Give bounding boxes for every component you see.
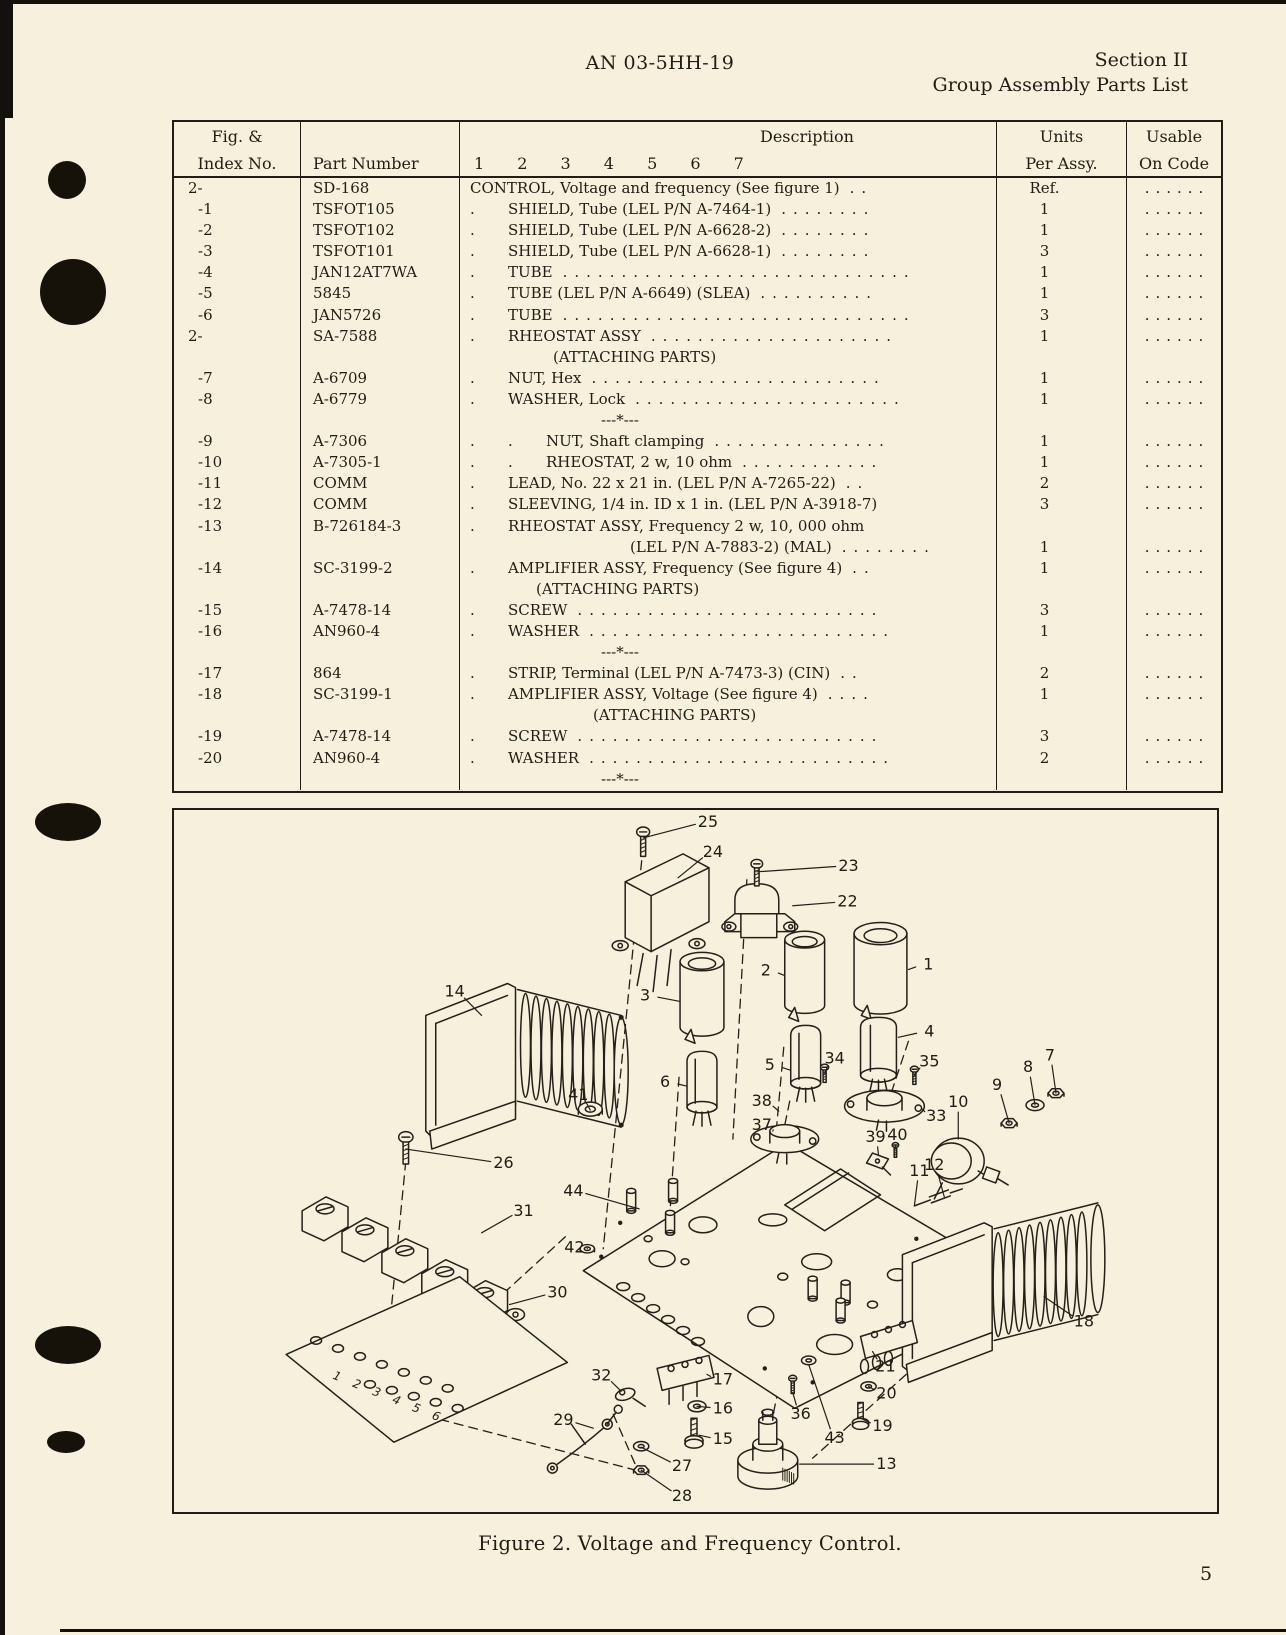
- part-number-cell: 864: [301, 663, 460, 684]
- units-cell: 2: [997, 748, 1127, 769]
- binder-hole-mark: [40, 259, 106, 325]
- units-cell: 1: [997, 621, 1127, 642]
- doc-number: AN 03-5HH-19: [585, 52, 735, 74]
- figure-callout: 29: [553, 1410, 574, 1430]
- scan-edge-top: [0, 0, 1286, 4]
- part-number-cell: [301, 410, 460, 431]
- section-line1: Section II: [1094, 49, 1188, 71]
- part-number-cell: 5845: [301, 283, 460, 304]
- figure-callout: 36: [790, 1404, 811, 1424]
- part-number-cell: SA-7588: [301, 326, 460, 347]
- units-cell: [997, 579, 1127, 600]
- description-cell: (ATTACHING PARTS): [460, 705, 997, 726]
- part-number-cell: A-7305-1: [301, 452, 460, 473]
- table-row: [174, 368, 1221, 389]
- figure-callout: 19: [872, 1416, 893, 1436]
- fig-index-cell: -12: [174, 494, 301, 515]
- fig-index-cell: -9: [174, 431, 301, 452]
- usable-code-cell: ......: [1144, 664, 1210, 683]
- fig-index-cell: -10: [174, 452, 301, 473]
- table-row: [174, 410, 1221, 431]
- description-cell: . WASHER ..........................: [460, 621, 997, 642]
- scan-edge-left: [0, 0, 5, 1635]
- section-heading: [933, 48, 1188, 98]
- figure-callout: 43: [824, 1428, 845, 1448]
- figure-callout: 25: [697, 811, 719, 831]
- part-number-cell: AN960-4: [301, 748, 460, 769]
- fig-index-cell: 2-: [174, 178, 301, 199]
- figure-callout: 20: [876, 1383, 897, 1403]
- units-cell: 3: [997, 494, 1127, 515]
- description-cell: . TUBE (LEL P/N A-6649) (SLEA) ..........: [460, 283, 997, 304]
- units-cell: 1: [997, 220, 1127, 241]
- part-number-cell: TSFOT101: [301, 241, 460, 262]
- table-row: [174, 705, 1221, 726]
- table-row: [174, 452, 1221, 473]
- part-number-cell: COMM: [301, 494, 460, 515]
- figure-callout: 26: [493, 1152, 514, 1172]
- table-row: [174, 579, 1221, 600]
- figure-callout: 33: [926, 1106, 947, 1126]
- description-cell: . NUT, Hex .........................: [460, 368, 997, 389]
- table-row: [174, 726, 1221, 747]
- part-number-cell: A-6779: [301, 389, 460, 410]
- description-cell: . SCREW ..........................: [460, 600, 997, 621]
- table-row: [174, 305, 1221, 326]
- part-number-cell: TSFOT102: [301, 220, 460, 241]
- table-row: [174, 621, 1221, 642]
- figure-callout: 41: [568, 1085, 589, 1105]
- usable-code-cell: ......: [1144, 600, 1210, 619]
- figure-callout: 6: [660, 1072, 671, 1092]
- figure-callout: 44: [563, 1180, 584, 1200]
- figure-callout: 10: [948, 1092, 969, 1112]
- part-number-cell: JAN5726: [301, 305, 460, 326]
- description-cell: (ATTACHING PARTS): [460, 347, 997, 368]
- part-number-cell: [301, 347, 460, 368]
- usable-code-cell: ......: [1144, 453, 1210, 472]
- usable-code-cell: ......: [1144, 389, 1210, 408]
- table-row: [174, 283, 1221, 304]
- description-cell: . STRIP, Terminal (LEL P/N A-7473-3) (CIN) ..: [460, 663, 997, 684]
- description-cell: CONTROL, Voltage and frequency (See figure 1) ..: [460, 178, 997, 199]
- part-number-cell: A-7478-14: [301, 600, 460, 621]
- fig-index-cell: -13: [174, 516, 301, 537]
- part-number-cell: [301, 579, 460, 600]
- units-cell: 1: [997, 431, 1127, 452]
- binder-hole-mark: [35, 1326, 101, 1364]
- header-units: Units Per Assy.: [997, 122, 1127, 176]
- table-row: [174, 684, 1221, 705]
- figure-callout: 40: [887, 1125, 908, 1145]
- description-cell: ---*---: [460, 410, 997, 431]
- description-cell: . AMPLIFIER ASSY, Voltage (See figure 4) ....: [460, 684, 997, 705]
- units-cell: 1: [997, 684, 1127, 705]
- usable-code-cell: ......: [1144, 685, 1210, 704]
- usable-code-cell: ......: [1144, 221, 1210, 240]
- table-row: [174, 220, 1221, 241]
- units-cell: 1: [997, 558, 1127, 579]
- units-cell: [997, 347, 1127, 368]
- table-row: [174, 769, 1221, 790]
- section-line2: Group Assembly Parts List: [932, 74, 1188, 96]
- fig-index-cell: -4: [174, 262, 301, 283]
- units-cell: Ref.: [997, 178, 1127, 199]
- description-cell: . LEAD, No. 22 x 21 in. (LEL P/N A-7265-22) ..: [460, 473, 997, 494]
- units-cell: 2: [997, 663, 1127, 684]
- header-description: Description 1 2 3 4 5 6 7: [460, 122, 997, 176]
- units-cell: 1: [997, 389, 1127, 410]
- units-cell: 1: [997, 368, 1127, 389]
- description-cell: ---*---: [460, 769, 997, 790]
- units-cell: 3: [997, 305, 1127, 326]
- units-cell: [997, 769, 1127, 790]
- units-cell: [997, 516, 1127, 537]
- usable-code-cell: ......: [1144, 432, 1210, 451]
- fig-index-cell: -20: [174, 748, 301, 769]
- header-part-number: Part Number: [301, 122, 460, 176]
- part-number-cell: SC-3199-2: [301, 558, 460, 579]
- fig-index-cell: [174, 642, 301, 663]
- description-cell: . . RHEOSTAT, 2 w, 10 ohm ............: [460, 452, 997, 473]
- part-number-cell: [301, 642, 460, 663]
- header-fig-index: Fig. & Index No.: [174, 122, 301, 176]
- units-cell: 1: [997, 283, 1127, 304]
- description-cell: . WASHER, Lock .......................: [460, 389, 997, 410]
- figure-callout: 35: [919, 1051, 940, 1071]
- table-row: [174, 473, 1221, 494]
- usable-code-cell: ......: [1144, 474, 1210, 493]
- fig-index-cell: -3: [174, 241, 301, 262]
- figure-callout: 3: [640, 985, 651, 1005]
- figure-callout: 17: [712, 1369, 734, 1389]
- part-number-cell: [301, 769, 460, 790]
- table-row: [174, 431, 1221, 452]
- figure-callout: 31: [513, 1200, 534, 1220]
- figure-callout: 28: [671, 1486, 693, 1506]
- part-number-cell: SC-3199-1: [301, 684, 460, 705]
- description-cell: . WASHER ..........................: [460, 748, 997, 769]
- page-number: 5: [1200, 1563, 1213, 1585]
- table-row: [174, 326, 1221, 347]
- fig-index-cell: -19: [174, 726, 301, 747]
- usable-code-cell: ......: [1144, 305, 1210, 324]
- figure-callout: 11: [909, 1160, 930, 1180]
- figure-callout: 15: [712, 1429, 734, 1449]
- fig-index-cell: -8: [174, 389, 301, 410]
- usable-code-cell: [1127, 579, 1221, 600]
- fig-index-cell: -5: [174, 283, 301, 304]
- figure-callout: 18: [1073, 1311, 1095, 1331]
- fig-index-cell: [174, 410, 301, 431]
- figure-callout: 8: [1022, 1057, 1034, 1077]
- fig-index-cell: -16: [174, 621, 301, 642]
- usable-code-cell: ......: [1144, 242, 1210, 261]
- description-cell: . RHEOSTAT ASSY .....................: [460, 326, 997, 347]
- fig-index-cell: -7: [174, 368, 301, 389]
- description-cell: (ATTACHING PARTS): [460, 579, 997, 600]
- units-cell: 1: [997, 326, 1127, 347]
- part-number-cell: B-726184-3: [301, 516, 460, 537]
- usable-code-cell: [1127, 769, 1221, 790]
- table-row: [174, 494, 1221, 515]
- figure-callout: 1: [923, 954, 934, 974]
- table-row: [174, 748, 1221, 769]
- part-number-cell: A-7306: [301, 431, 460, 452]
- part-number-cell: A-6709: [301, 368, 460, 389]
- table-row: [174, 663, 1221, 684]
- usable-code-cell: [1127, 410, 1221, 431]
- usable-code-cell: ......: [1144, 558, 1210, 577]
- description-cell: . TUBE ..............................: [460, 262, 997, 283]
- table-row: [174, 600, 1221, 621]
- part-number-cell: [301, 705, 460, 726]
- figure-callout: 9: [992, 1075, 1003, 1095]
- fig-index-cell: -1: [174, 199, 301, 220]
- figure-callout: 38: [751, 1091, 772, 1111]
- fig-index-cell: [174, 579, 301, 600]
- usable-code-cell: ......: [1144, 537, 1210, 556]
- description-cell: . AMPLIFIER ASSY, Frequency (See figure 4) ..: [460, 558, 997, 579]
- fig-index-cell: [174, 769, 301, 790]
- figure-callout: 4: [924, 1021, 935, 1041]
- fig-index-cell: -6: [174, 305, 301, 326]
- usable-code-cell: ......: [1144, 326, 1210, 345]
- units-cell: 3: [997, 600, 1127, 621]
- fig-index-cell: -17: [174, 663, 301, 684]
- units-cell: 1: [997, 452, 1127, 473]
- usable-code-cell: [1127, 705, 1221, 726]
- exploded-view-figure: [172, 808, 1219, 1514]
- table-row: [174, 642, 1221, 663]
- figure-callout: 12: [924, 1154, 945, 1174]
- table-row: [174, 558, 1221, 579]
- description-cell: (LEL P/N A-7883-2) (MAL) ........: [460, 537, 997, 558]
- figure-callout: 32: [591, 1365, 612, 1385]
- table-row: [174, 516, 1221, 537]
- scan-edge-bottom: [60, 1629, 1286, 1632]
- usable-code-cell: ......: [1144, 495, 1210, 514]
- fig-index-cell: -15: [174, 600, 301, 621]
- figure-caption: Figure 2. Voltage and Frequency Control.: [478, 1532, 902, 1555]
- header-usable-on-code: Usable On Code: [1138, 127, 1210, 173]
- figure-callout: 5: [764, 1055, 775, 1075]
- figure-drawing: [174, 810, 1217, 1512]
- units-cell: 1: [997, 199, 1127, 220]
- fig-index-cell: -14: [174, 558, 301, 579]
- units-cell: 3: [997, 241, 1127, 262]
- figure-callout: 30: [547, 1282, 568, 1302]
- figure-callout: 27: [671, 1456, 693, 1476]
- terminal-plate-numbers: 1 2 3 4 5 6: [330, 1368, 443, 1425]
- fig-index-cell: 2-: [174, 326, 301, 347]
- part-number-cell: SD-168: [301, 178, 460, 199]
- fig-index-cell: [174, 347, 301, 368]
- binder-hole-mark: [35, 803, 101, 841]
- part-number-cell: A-7478-14: [301, 726, 460, 747]
- figure-callout: 34: [824, 1048, 845, 1068]
- figure-callout: 37: [751, 1115, 772, 1135]
- usable-code-cell: [1127, 347, 1221, 368]
- table-row: [174, 178, 1221, 199]
- usable-code-cell: ......: [1144, 284, 1210, 303]
- figure-callout: 16: [712, 1398, 734, 1418]
- part-number-cell: TSFOT105: [301, 199, 460, 220]
- usable-code-cell: [1127, 642, 1221, 663]
- table-row: [174, 389, 1221, 410]
- fig-index-cell: -2: [174, 220, 301, 241]
- description-cell: . TUBE ..............................: [460, 305, 997, 326]
- description-cell: ---*---: [460, 642, 997, 663]
- usable-code-cell: ......: [1144, 263, 1210, 282]
- table-row: [174, 262, 1221, 283]
- units-cell: 1: [997, 262, 1127, 283]
- figure-callout: 23: [838, 855, 859, 875]
- fig-index-cell: [174, 537, 301, 558]
- figure-callout: 2: [760, 960, 771, 980]
- usable-code-cell: ......: [1144, 200, 1210, 219]
- figure-callout: 21: [875, 1356, 896, 1376]
- units-cell: 2: [997, 473, 1127, 494]
- figure-callout: 13: [876, 1454, 897, 1474]
- part-number-cell: [301, 537, 460, 558]
- description-cell: . SCREW ..........................: [460, 726, 997, 747]
- figure-callout: 14: [444, 981, 465, 1001]
- usable-code-cell: ......: [1144, 368, 1210, 387]
- scan-corner-mark: [0, 0, 13, 118]
- units-cell: [997, 642, 1127, 663]
- fig-index-cell: -11: [174, 473, 301, 494]
- parts-list-table: [172, 120, 1223, 793]
- table-row: [174, 347, 1221, 368]
- figure-callout: 42: [564, 1237, 585, 1257]
- usable-code-cell: ......: [1144, 748, 1210, 767]
- usable-code-cell: ......: [1144, 621, 1210, 640]
- figure-callout: 22: [837, 891, 858, 911]
- units-cell: [997, 705, 1127, 726]
- usable-code-cell: [1127, 516, 1221, 537]
- description-cell: . . NUT, Shaft clamping ...............: [460, 431, 997, 452]
- table-row: [174, 537, 1221, 558]
- binder-hole-mark: [48, 161, 86, 199]
- fig-index-cell: -18: [174, 684, 301, 705]
- description-cell: . SHIELD, Tube (LEL P/N A-6628-2) ........: [460, 220, 997, 241]
- description-cell: . SHIELD, Tube (LEL P/N A-6628-1) ........: [460, 241, 997, 262]
- description-cell: . RHEOSTAT ASSY, Frequency 2 w, 10, 000 ohm: [460, 516, 997, 537]
- part-number-cell: COMM: [301, 473, 460, 494]
- figure-callout: 7: [1044, 1045, 1056, 1065]
- table-row: [174, 241, 1221, 262]
- units-cell: 1: [997, 537, 1127, 558]
- binder-hole-mark: [47, 1431, 85, 1453]
- description-cell: . SLEEVING, 1/4 in. ID x 1 in. (LEL P/N A-3918-7): [460, 494, 997, 515]
- figure-callout: 24: [702, 841, 724, 861]
- description-cell: . SHIELD, Tube (LEL P/N A-7464-1) ........: [460, 199, 997, 220]
- usable-code-cell: ......: [1144, 179, 1210, 197]
- usable-code-cell: ......: [1144, 727, 1210, 746]
- table-header: [174, 122, 1221, 178]
- table-body: [174, 178, 1221, 790]
- fig-index-cell: [174, 705, 301, 726]
- table-row: [174, 199, 1221, 220]
- units-cell: [997, 410, 1127, 431]
- figure-callout: 39: [865, 1127, 886, 1147]
- part-number-cell: AN960-4: [301, 621, 460, 642]
- part-number-cell: JAN12AT7WA: [301, 262, 460, 283]
- units-cell: 3: [997, 726, 1127, 747]
